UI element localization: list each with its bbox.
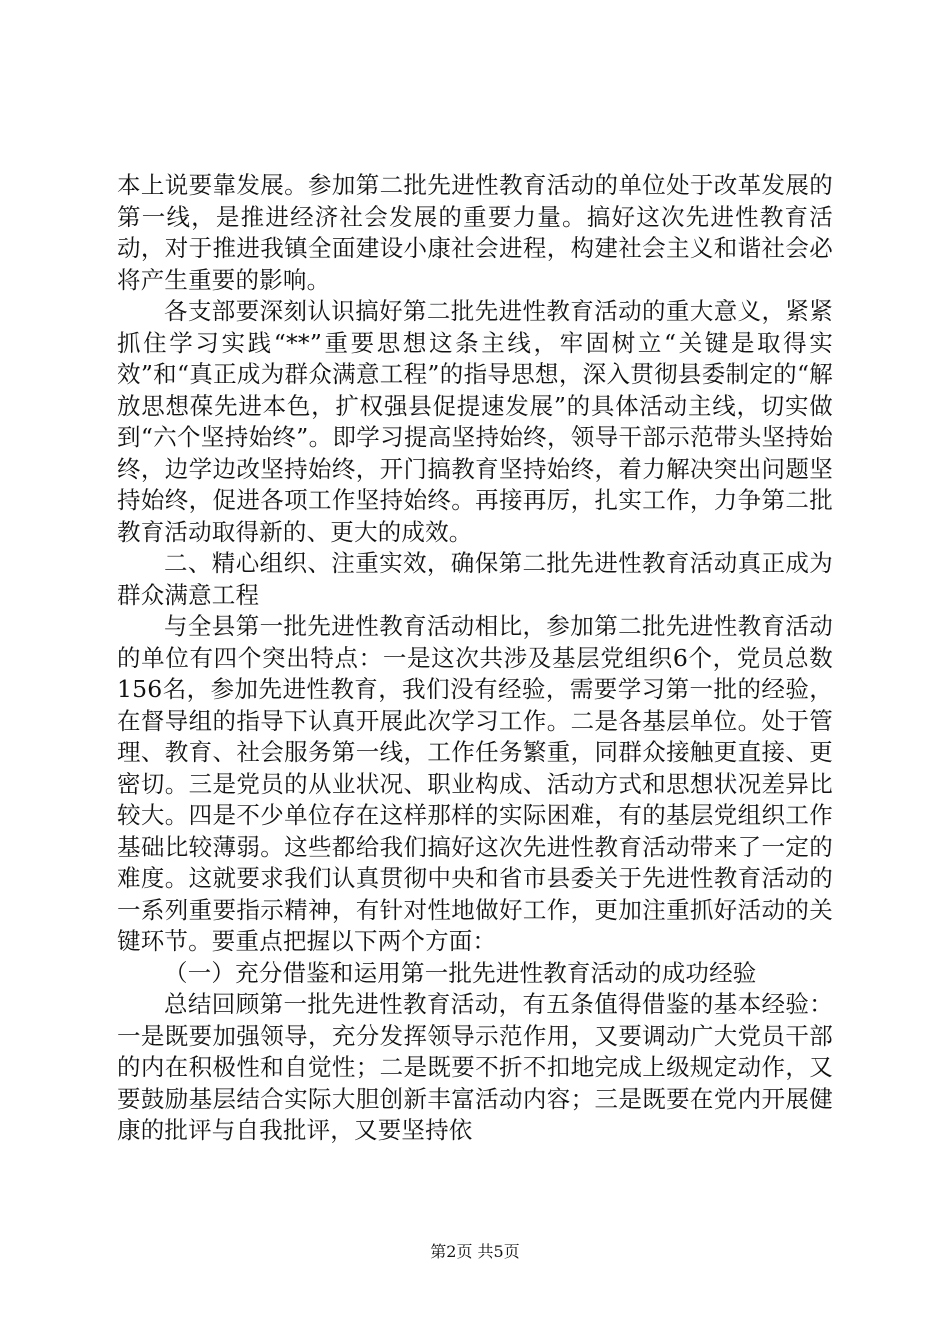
paragraph-1: 本上说要靠发展。参加第二批先进性教育活动的单位处于改革发展的第一线，是推进经济社会发展的重要力量。搞好这次先进性教育活动，对于推进我镇全面建设小康社会进程，构建社会主义和谐社会必将产生重要的影响。 — [117, 171, 833, 294]
document-body — [117, 170, 833, 1147]
paragraph-3: 与全县第一批先进性教育活动相比，参加第二批先进性教育活动的单位有四个突出特点：一是这次共涉及基层党组织6个，党员总数156名，参加先进性教育，我们没有经验，需要学习第一批的经验，在督导组的指导下认真开展此次学习工作。二是各基层单位。处于管理、教育、社会服务第一线，工作任务繁重，同群众接触更直接、更密切。三是党员的从业状况、职业构成、活动方式和思想状况差异比较大。四是不少单位存在这样那样的实际困难，有的基层党组织工作基础比较薄弱。这些都给我们搞好这次先进性教育活动带来了一定的难度。这就要求我们认真贯彻中央和省市县委关于先进性教育活动的一系列重要指示精神，有针对性地做好工作，更加注重抓好活动的关键环节。要重点把握以下两个方面： — [117, 612, 833, 955]
section-heading-2: 二、精心组织、注重实效，确保第二批先进性教育活动真正成为群众满意工程 — [117, 549, 833, 609]
subsection-heading-1: （一）充分借鉴和运用第一批先进性教育活动的成功经验 — [164, 958, 757, 987]
paragraph-4: 总结回顾第一批先进性教育活动，有五条值得借鉴的基本经验：一是既要加强领导，充分发挥领导示范作用，又要调动广大党员干部的内在积极性和自觉性；二是既要不折不扣地完成上级规定动作，又要鼓励基层结合实际大胆创新丰富活动内容；三是既要在党内开展健康的批评与自我批评，又要坚持依 — [117, 990, 833, 1144]
page-footer: 第2页 共5页 — [430, 1242, 520, 1261]
paragraph-2: 各支部要深刻认识搞好第二批先进性教育活动的重大意义，紧紧抓住学习实践“**”重要思想这条主线，牢固树立“关键是取得实效”和“真正成为群众满意工程”的指导思想，深入贯彻县委制定的“解放思想葆先进本色，扩权强县促提速发展”的具体活动主线，切实做到“六个坚持始终”。即学习提高坚持始终，领导干部示范带头坚持始终，边学边改坚持始终，开门搞教育坚持始终，着力解决突出问题坚持始终，促进各项工作坚持始终。再接再厉，扎实工作，力争第二批教育活动取得新的、更大的成效。 — [117, 297, 833, 546]
